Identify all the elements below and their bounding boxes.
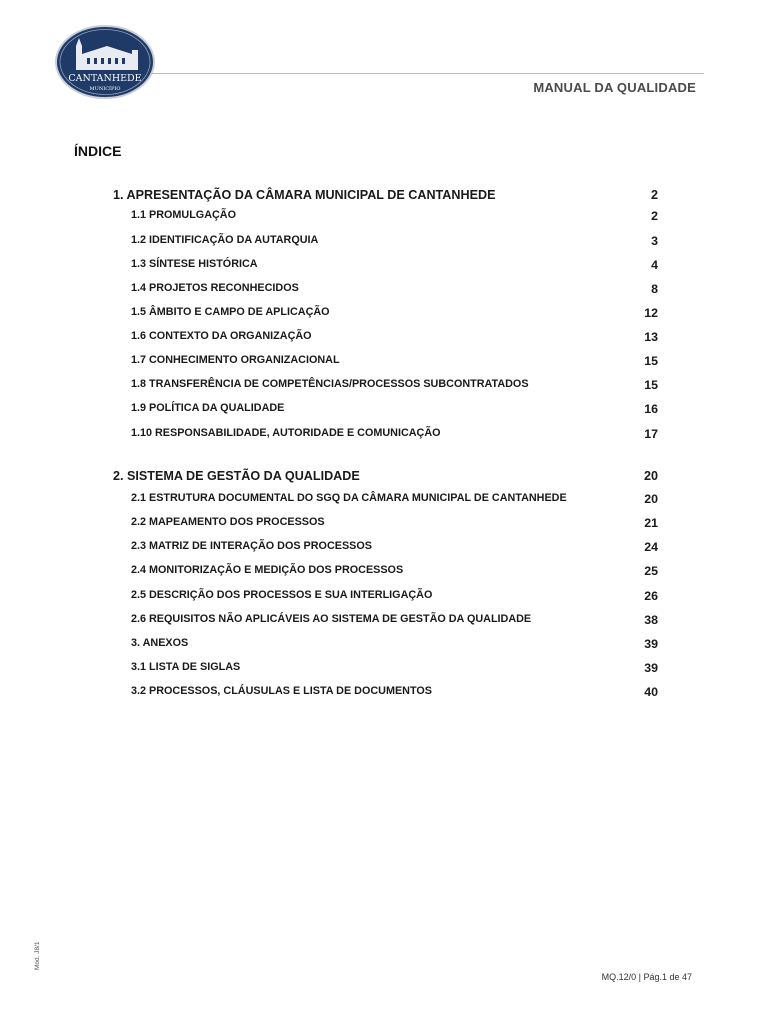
- toc-entry-page: 20: [644, 492, 658, 506]
- toc-entry-label: 3. ANEXOS: [131, 637, 189, 649]
- toc-entry-label: 1.2 IDENTIFICAÇÃO DA AUTARQUIA: [131, 234, 319, 246]
- document-title: MANUAL DA QUALIDADE: [533, 80, 696, 95]
- toc-entry-label: 1.6 CONTEXTO DA ORGANIZAÇÃO: [131, 330, 312, 342]
- toc-entry-label: 1. APRESENTAÇÃO DA CÂMARA MUNICIPAL DE CANTANHEDE: [113, 188, 496, 202]
- toc-entry-label: 1.9 POLÍTICA DA QUALIDADE: [131, 402, 285, 414]
- toc-entry-page: 21: [644, 516, 658, 530]
- header-divider: [150, 73, 704, 74]
- footer-page-reference: MQ.12/0 | Pág.1 de 47: [601, 972, 692, 982]
- svg-text:CANTANHEDE: CANTANHEDE: [68, 73, 142, 84]
- toc-entry-page: 39: [644, 637, 658, 651]
- toc-entry-page: 38: [644, 613, 658, 627]
- toc-entry-page: 13: [644, 330, 658, 344]
- toc-entry-label: 1.10 RESPONSABILIDADE, AUTORIDADE E COMUNICAÇÃO: [131, 427, 441, 439]
- toc-entry-label: 1.7 CONHECIMENTO ORGANIZACIONAL: [131, 354, 340, 366]
- toc-entry: [0, 427, 770, 447]
- toc-entry-page: 40: [644, 685, 658, 699]
- toc-entry-label: 1.8 TRANSFERÊNCIA DE COMPETÊNCIAS/PROCESSOS SUBCONTRATADOS: [131, 378, 529, 390]
- toc-entry-label: 1.5 ÂMBITO E CAMPO DE APLICAÇÃO: [131, 306, 330, 318]
- toc-entry-label: 3.2 PROCESSOS, CLÁUSULAS E LISTA DE DOCUMENTOS: [131, 685, 432, 697]
- toc-entry-label: 2.5 DESCRIÇÃO DOS PROCESSOS E SUA INTERLIGAÇÃO: [131, 589, 433, 601]
- toc-entry: [0, 306, 770, 326]
- toc-entry-label: 3.1 LISTA DE SIGLAS: [131, 661, 241, 673]
- toc-entry: [0, 378, 770, 398]
- toc-entry: [0, 354, 770, 374]
- toc-entry-page: 24: [644, 540, 658, 554]
- toc-entry-label: 1.3 SÍNTESE HISTÓRICA: [131, 258, 258, 270]
- form-model-note: Mod. J8/1: [34, 941, 41, 970]
- toc-entry-label: 2.4 MONITORIZAÇÃO E MEDIÇÃO DOS PROCESSOS: [131, 564, 404, 576]
- toc-entry-label: 2.1 ESTRUTURA DOCUMENTAL DO SGQ DA CÂMARA MUNICIPAL DE CANTANHEDE: [131, 492, 567, 504]
- toc-entry-page: 26: [644, 589, 658, 603]
- municipality-seal-logo: [54, 24, 156, 100]
- toc-entry: [0, 234, 770, 254]
- toc-entry: [0, 330, 770, 350]
- toc-entry-page: 12: [644, 306, 658, 320]
- toc-entry-label: 1.1 PROMULGAÇÃO: [131, 209, 236, 221]
- toc-entry-label: 2.3 MATRIZ DE INTERAÇÃO DOS PROCESSOS: [131, 540, 372, 552]
- toc-entry-page: 15: [644, 354, 658, 368]
- toc-entry: [0, 492, 770, 512]
- toc-entry-label: 2. SISTEMA DE GESTÃO DA QUALIDADE: [113, 469, 360, 483]
- toc-entry-page: 2: [650, 188, 658, 202]
- toc-entry: [0, 516, 770, 536]
- toc-entry-page: 39: [644, 661, 658, 675]
- toc-entry: [0, 637, 770, 657]
- toc-entry-page: 25: [644, 564, 658, 578]
- toc-entry: [0, 402, 770, 422]
- toc-entry-label: 2.6 REQUISITOS NÃO APLICÁVEIS AO SISTEMA DE GESTÃO DA QUALIDADE: [131, 613, 532, 625]
- toc-entry-page: 8: [651, 282, 658, 296]
- toc-entry: [0, 613, 770, 633]
- toc-entry: [0, 282, 770, 302]
- toc-entry-label: 1.4 PROJETOS RECONHECIDOS: [131, 282, 299, 294]
- toc-entry: [0, 469, 770, 489]
- svg-text:MUNICÍPIO: MUNICÍPIO: [89, 86, 121, 92]
- toc-entry-page: 3: [651, 234, 658, 248]
- toc-entry: [0, 661, 770, 681]
- toc-entry: [0, 564, 770, 584]
- toc-entry-page: 4: [651, 258, 658, 272]
- toc-entry: [0, 258, 770, 278]
- toc-entry-page: 2: [651, 209, 658, 223]
- toc-entry: [0, 540, 770, 560]
- toc-entry-label: 2.2 MAPEAMENTO DOS PROCESSOS: [131, 516, 325, 528]
- toc-entry-page: 17: [644, 427, 658, 441]
- toc-entry-page: 15: [644, 378, 658, 392]
- toc-entry: [0, 589, 770, 609]
- toc-entry: [0, 188, 770, 208]
- toc-entry-page: 16: [644, 402, 658, 416]
- toc-entry-page: 20: [643, 469, 658, 483]
- toc-entry: [0, 685, 770, 705]
- index-heading: ÍNDICE: [74, 143, 122, 159]
- toc-entry: [0, 209, 770, 229]
